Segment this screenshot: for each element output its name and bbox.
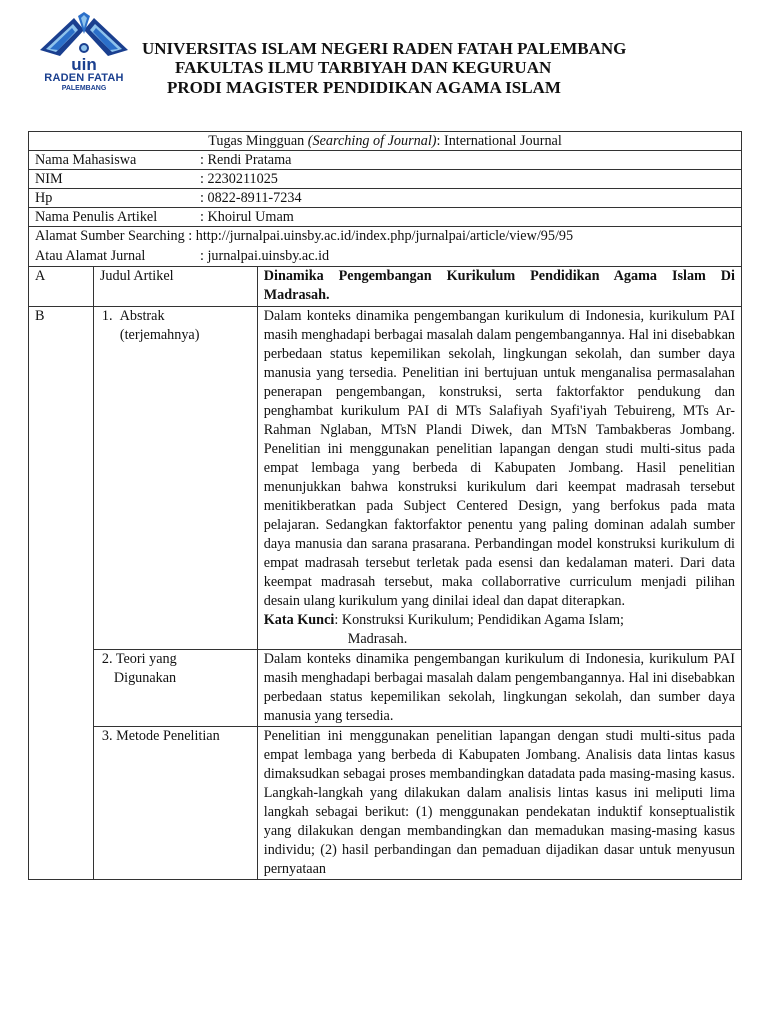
journal-label: Atau Alamat Jurnal (35, 248, 146, 264)
keywords-label: Kata Kunci (263, 612, 335, 628)
field-row-source (29, 227, 742, 267)
logo-text-raden-fatah: RADEN FATAH (44, 72, 124, 84)
section-b-theory-row (29, 650, 742, 727)
form-title (29, 132, 742, 151)
assignment-form-table (28, 131, 742, 880)
source-label: Alamat Sumber Searching (35, 228, 185, 244)
article-title: Dinamika Pengembangan Kurikulum Pendidikan Agama Islam Di Madrasah. (263, 268, 735, 303)
field-row-phone (29, 189, 742, 208)
form-title-suffix: : International Journal (436, 133, 562, 149)
section-b-method-row (29, 727, 742, 880)
field-row-nim (29, 170, 742, 189)
keywords-value-line1: : Konstruksi Kurikulum; Pendidikan Agama Islam; (334, 612, 624, 628)
field-value-nim: : 2230211025 (200, 171, 278, 187)
theory-text: Dalam konteks dinamika pengembangan kurikulum di Indonesia, kurikulum PAI masih menghadapi berbagai masalah dalam pengembangannya. Hal ini disebabkan perbedaan status kepemilikan sekolah, lingkungan sekolah, dan sumber daya manusia yang tersedia. (263, 651, 735, 724)
university-name: UNIVERSITAS ISLAM NEGERI RADEN FATAH PALEMBANG (142, 39, 627, 58)
abstract-text: Dalam konteks dinamika pengembangan kurikulum di Indonesia, kurikulum PAI masih menghadapi berbagai masalah dalam pengembangannya. Hal ini disebabkan perbedaan status kepemilikan sekolah, lingkungan sekolah, dan sumber daya manusia yang tersedia. Penelitian ini bertujuan untuk menganalisa permasalahan penerapan pengembangan, konstruksi, serta faktorfaktor pendukung dan penghambat kurikulum PAI di MTs Salafiyah Syafi'iyah Tebuireng, MTs Ar-Rahman Nglaban, MTsN Plandi Diwek, dan MTsN Tambakberas Jombang. Penelitian ini menggunakan penelitian lapangan dengan studi multi-situs pada empat lembaga yang berbeda di Kabupaten Jombang. Hasil penelitian menunjukkan bahwa konstruksi kurikulum dari keempat madrasah tersebut menitikberatkan pada Subject Centered Design, yang berfokus pada mata pelajaran. Sedangkan faktorfaktor penentu yang paling dominan adalah sumber daya manusia dan sarana prasarana. Perbandingan model konstruksi kurikulum di empat madrasah tersebut terletak pada esensi dan kedalaman materi. Dari data keempat madrasah tersebut, maka collaborrative curriculum menjadi pilihan desain ulang kurikulum yang dinilai ideal dan dapat diterapkan. (263, 308, 735, 609)
method-text: Penelitian ini menggunakan penelitian lapangan dengan studi multi-situs pada empat lembaga yang berbeda di Kabupaten Jombang. Analisis data lintas kasus dimaksudkan sebagai proses membandingkan datadata pada masing-masing kasus. Langkah-langkah yang dilakukan dalam analisis lintas kasus ini meliputi lima langkah sebagai berikut: (1) menggunakan pendekatan induktif konseptualistik yang dilakukan dengan membandingkan dan memadukan masing-masing kasus individu; (2) hasil perbandingan dan pemaduan dijadikan dasar untuk menyusun pernyataan (263, 728, 735, 877)
method-label: 3. Metode Penelitian (93, 727, 257, 880)
university-logo (34, 12, 134, 98)
section-a-code: A (29, 267, 94, 307)
source-url[interactable]: : http://jurnalpai.uinsby.ac.id/index.php/jurnalpai/article/view/95/95 (188, 228, 574, 244)
section-b-abstract-row (29, 307, 742, 650)
keywords-value-line2: Madrasah. (347, 631, 408, 647)
field-value-phone: : 0822-8911-7234 (200, 190, 302, 206)
field-row-author (29, 208, 742, 227)
field-label: Nama Mahasiswa (35, 152, 137, 168)
field-label: Nama Penulis Artikel (35, 209, 158, 225)
section-a-label: Judul Artikel (93, 267, 257, 307)
field-value-author: : Khoirul Umam (200, 209, 294, 225)
keywords (264, 611, 735, 630)
field-value-student-name: : Rendi Pratama (200, 152, 292, 168)
abstract-label: 1. Abstrak (terjemahnya) (93, 307, 257, 650)
abstract-content (257, 307, 741, 650)
field-label: Hp (35, 190, 53, 206)
logo-text-palembang: PALEMBANG (61, 85, 107, 92)
theory-content (257, 650, 741, 727)
journal-url[interactable]: : jurnalpai.uinsby.ac.id (200, 248, 330, 264)
form-title-prefix: Tugas Mingguan (208, 133, 308, 149)
program-name: PRODI MAGISTER PENDIDIKAN AGAMA ISLAM (167, 78, 561, 97)
faculty-name: FAKULTAS ILMU TARBIYAH DAN KEGURUAN (175, 58, 552, 77)
section-b-code: B (29, 307, 94, 650)
section-a-row (29, 267, 742, 307)
form-title-italic: (Searching of Journal) (307, 133, 437, 149)
form-title-row (29, 132, 742, 151)
method-content (257, 727, 741, 880)
field-row-student-name (29, 151, 742, 170)
svg-text:uin: uin (71, 55, 97, 74)
field-label: NIM (35, 171, 63, 187)
theory-label: 2. Teori yang Digunakan (93, 650, 257, 727)
logo-emblem-icon (34, 12, 134, 74)
